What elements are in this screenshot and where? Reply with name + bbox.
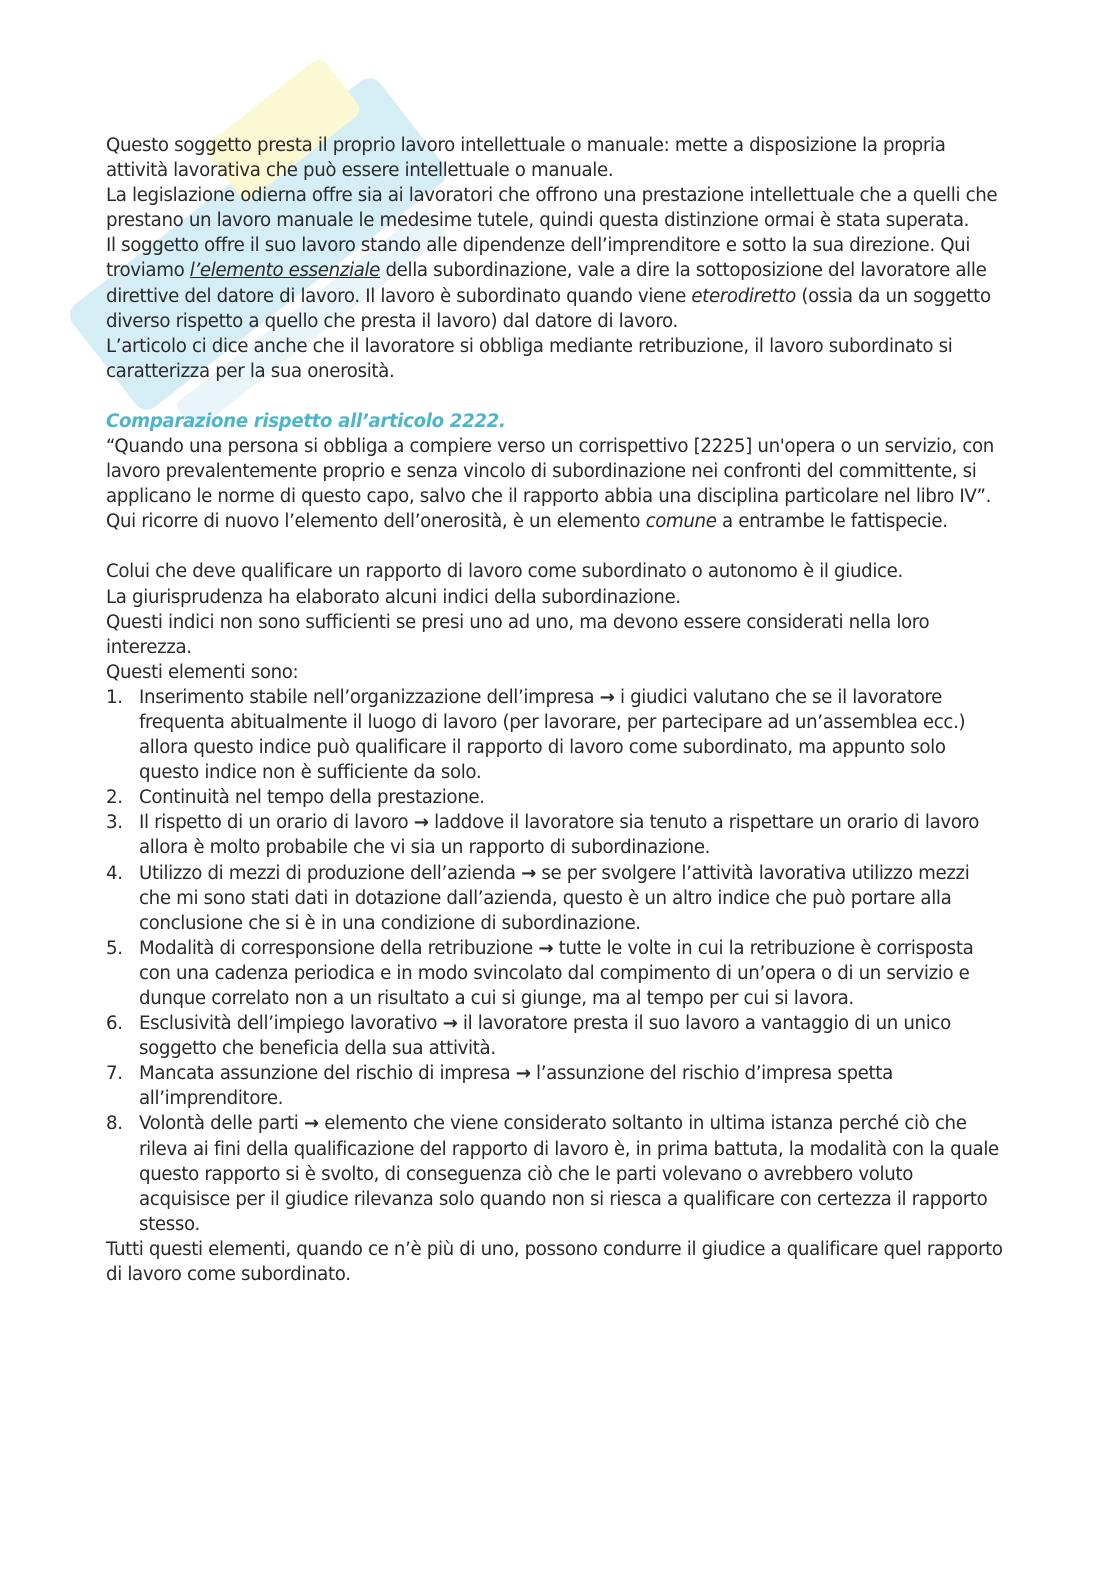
arrow-icon: → (521, 862, 536, 884)
underlined-term: l’elemento essenziale (189, 260, 381, 282)
list-item: 5. Modalità di corresponsione della retribuzione → tutte le volte in cui la retribuzione è corrisposta con una cadenza periodica e in modo svincolato dal compimento di un’opera o di un servizio e dunque correlato non a un risultato a cui si giunge, ma al tempo per cui si lavora. (106, 937, 974, 1009)
indices-list (106, 685, 1006, 1237)
paragraph: Tutti questi elementi, quando ce n’è più di uno, possono condurre il giudice a qualificare quel rapporto di lavoro come subordinato. (106, 1238, 1003, 1286)
arrow-icon: → (538, 937, 554, 959)
paragraph: La giurisprudenza ha elaborato alcuni indici della subordinazione. (106, 586, 681, 608)
list-intro: Questi elementi sono: (106, 661, 299, 683)
arrow-icon: → (442, 1013, 458, 1035)
list-item: 4. Utilizzo di mezzi di produzione dell’azienda → se per svolgere l’attività lavorativa utilizzo mezzi che mi sono stati dati in dotazione dall’azienda, questo è un altro indice che può portare alla conclusione che si è in una condizione di subordinazione. (106, 862, 970, 934)
paragraph: Il soggetto offre il suo lavoro stando alle dipendenze dell’imprenditore e sotto la sua direzione. Qui troviamo l’elemento essenziale della subordinazione, vale a dire la sottoposizione del lavoratore alle direttive del datore di lavoro. Il lavoro è subordinato quando viene eterodiretto (ossia da un soggetto diverso rispetto a quello che presta il lavoro) dal datore di lavoro. (106, 235, 991, 332)
italic-term: comune (645, 511, 717, 533)
section-heading: Comparazione rispetto all’articolo 2222. (106, 410, 506, 432)
article-quote: “Quando una persona si obbliga a compiere verso un corrispettivo [2225] un'opera o un servizio, con lavoro prevalentemente proprio e senza vincolo di subordinazione nei confronti del committente, si applicano le norme di questo capo, salvo che il rapporto abbia una disciplina particolare nel libro IV”. (106, 436, 994, 508)
list-item: 3. Il rispetto di un orario di lavoro → laddove il lavoratore sia tenuto a rispettare un orario di lavoro allora è molto probabile che vi sia un rapporto di subordinazione. (106, 812, 980, 859)
arrow-icon: → (599, 686, 615, 708)
arrow-icon: → (303, 1113, 319, 1135)
paragraph: Questo soggetto presta il proprio lavoro intellettuale o manuale: mette a disposizione la propria attività lavorativa che può essere intellettuale o manuale. (106, 135, 946, 182)
paragraph: L’articolo ci dice anche che il lavoratore si obbliga mediante retribuzione, il lavoro subordinato si caratterizza per la sua onerosità. (106, 335, 953, 382)
arrow-icon: → (515, 1063, 531, 1085)
arrow-icon: → (413, 812, 429, 834)
italic-term: eterodiretto (691, 285, 796, 307)
paragraph: Qui ricorre di nuovo l’elemento dell’onerosità, è un elemento comune a entrambe le fattispecie. (106, 511, 948, 533)
list-item: 1. Inserimento stabile nell’organizzazione dell’impresa → i giudici valutano che se il lavoratore frequenta abitualmente il luogo di lavoro (per lavorare, per partecipare ad un’assemblea ecc.) allora questo indice può qualificare il rapporto di lavoro come subordinato, ma appunto solo questo indice non è sufficiente da solo. (106, 686, 966, 784)
list-item: 8. Volontà delle parti → elemento che viene considerato soltanto in ultima istanza perché ciò che rileva ai fini della qualificazione del rapporto di lavoro è, in prima battuta, la modalità con la quale questo rapporto si è svolto, di conseguenza ciò che le parti volevano o avrebbero voluto acquisisce per il giudice rilevanza solo quando non si riesca a qualificare con certezza il rapporto stesso. (106, 1113, 999, 1235)
paragraph: La legislazione odierna offre sia ai lavoratori che offrono una prestazione intellettuale che a quelli che prestano un lavoro manuale le medesime tutele, quindi questa distinzione ormai è stata superata. (106, 185, 998, 232)
paragraph: Questi indici non sono sufficienti se presi uno ad uno, ma devono essere considerati nella loro interezza. (106, 611, 930, 658)
paragraph: Colui che deve qualificare un rapporto di lavoro come subordinato o autonomo è il giudice. (106, 561, 903, 583)
list-item: 7. Mancata assunzione del rischio di impresa → l’assunzione del rischio d’impresa spetta all’imprenditore. (106, 1063, 893, 1110)
list-item: 6. Esclusività dell’impiego lavorativo → il lavoratore presta il suo lavoro a vantaggio di un unico soggetto che beneficia della sua attività. (106, 1013, 951, 1060)
list-item: 2. Continuità nel tempo della prestazione. (106, 787, 485, 809)
document-body (106, 133, 1006, 1287)
